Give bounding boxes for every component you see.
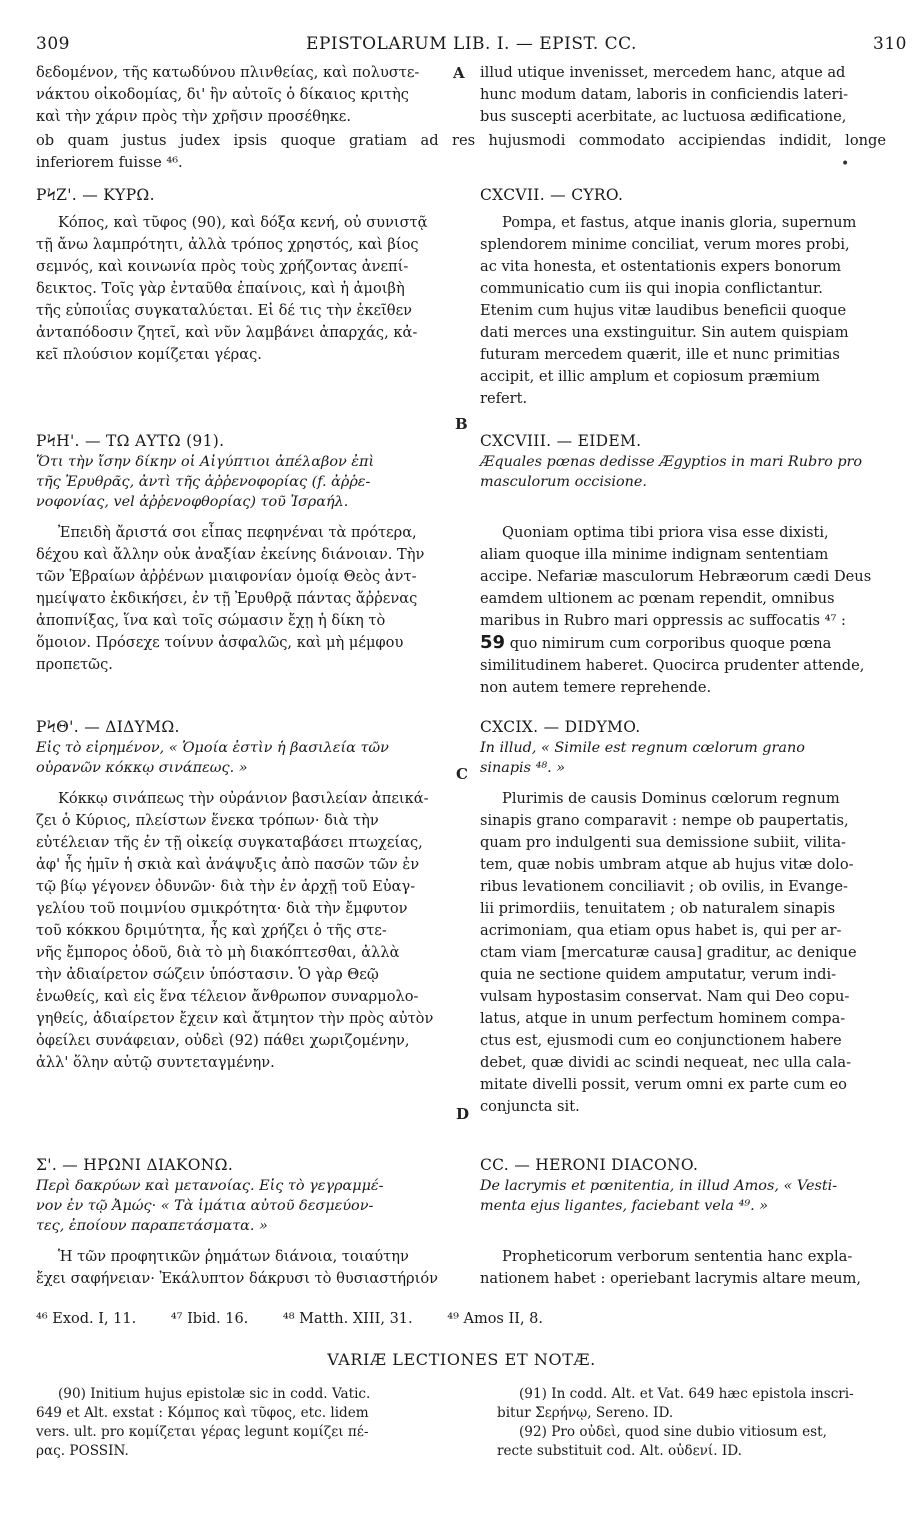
note-line: vers. ult. pro κομίζεται γέρας legunt κομίζει πέ- <box>36 1424 369 1440</box>
column-number: 59 <box>480 632 506 653</box>
latin-line: mitate divelli possit, verum omni ex parte cum eo <box>480 1076 847 1093</box>
greek-line: νῆς ἔμπορος ὁδοῦ, διὰ τὸ μὴ διακόπτεσθαι, ἀλλὰ <box>36 944 400 961</box>
latin-line: vulsam hypostasim conservat. Nam qui Deo copu- <box>480 988 850 1005</box>
note-line: recte substituit cod. Alt. οὐδενί. ID. <box>497 1443 742 1459</box>
latin-line: conjuncta sit. <box>480 1098 580 1115</box>
latin-epistle-199 <box>480 716 885 1118</box>
epistle-subtitle: De lacrymis et pœnitentia, in illud Amos, « Vesti- <box>480 1178 838 1194</box>
latin-line: communicatio cum iis qui inopia conflictantur. <box>480 280 823 297</box>
greek-line: κεῖ πλούσιον κομίζεται γέρας. <box>36 346 262 363</box>
latin-line: aliam quoque illa minime indignam sententiam <box>480 546 829 563</box>
latin-line: ribus levationem conciliavit ; ob ovilis, in Evange- <box>480 878 848 895</box>
greek-line: ἀλλ' ὅλην αὐτῷ συντεταγμένην. <box>36 1054 275 1071</box>
latin-line: maribus in Rubro mari oppressis ac suffocatis ⁴⁷ : <box>480 612 846 629</box>
spanning-line-2: inferiorem fuisse ⁴⁶. <box>36 154 183 171</box>
latin-line: futuram mercedem quærit, ille et nunc primitias <box>480 346 840 363</box>
epistle-subtitle: sinapis ⁴⁸. » <box>480 760 566 776</box>
greek-line: τῆς εὐποιΐας συγκαταλύεται. Εἰ δέ τις τὴν ἐκεῖθεν <box>36 302 413 319</box>
latin-line: quia ne sectione quidem amputatur, verum indi- <box>480 966 837 983</box>
greek-line: ἀνταπόδοσιν ζητεῖ, καὶ νῦν λαμβάνει ἀπαρχάς, κἀ- <box>36 324 418 341</box>
greek-line: ἀφ' ἧς ἡμῖν ἡ σκιὰ καὶ ἀνάψυξις ἀπὸ πασῶν τῶν ἐν <box>36 856 420 873</box>
epistle-title: CC. — HERONI DIACONO. <box>480 1156 699 1174</box>
greek-line: τῇ ἄνω λαμπρότητι, ἀλλὰ τρόπος χρηστός, καὶ βίος <box>36 236 419 253</box>
variae-notes-left <box>36 1385 456 1461</box>
footnote: ⁴⁹ Amos II, 8. <box>447 1311 543 1327</box>
latin-line: Etenim cum hujus vitæ laudibus beneficii quoque <box>480 302 847 319</box>
footnotes <box>36 1311 903 1327</box>
epistle-subtitle: Εἰς τὸ εἰρημένον, « Ὁμοία ἐστὶν ἡ βασιλεία τῶν <box>36 740 389 756</box>
greek-line: δεικτος. Τοῖς γὰρ ἐνταῦθα ἐπαίνοις, καὶ ἡ ἀμοιβὴ <box>36 280 405 297</box>
epistle-subtitle: οὐρανῶν κόκκῳ σινάπεως. » <box>36 760 248 776</box>
epistle-title: CXCVII. — CYRO. <box>480 186 624 204</box>
latin-line: bus suscepti acerbitate, ac luctuosa ædificatione, <box>480 108 847 125</box>
greek-epistle-199 <box>36 716 466 1074</box>
latin-line: dati merces una exstinguitur. Sin autem quispiam <box>480 324 849 341</box>
latin-line: ctus est, ejusmodi cum eo conjunctionem habere <box>480 1032 842 1049</box>
variae-notes-right <box>497 1385 885 1461</box>
latin-epistle-197 <box>480 184 885 410</box>
greek-epistle-198 <box>36 430 466 676</box>
latin-line: Propheticorum verborum sententia hanc expla- <box>502 1248 853 1265</box>
greek-line: σεμνός, καὶ κοινωνία πρὸς τοὺς χρήζοντας ἀνεπί- <box>36 258 409 275</box>
note-line: (90) Initium hujus epistolæ sic in codd. Vatic. <box>58 1386 371 1402</box>
greek-line: Ἡ τῶν προφητικῶν ῥημάτων διάνοια, τοιαύτην <box>58 1248 409 1265</box>
margin-letter-a: A <box>453 64 465 82</box>
greek-line: Κόκκῳ σινάπεως τὴν οὐράνιον βασιλείαν ἀπεικά- <box>58 790 429 807</box>
latin-line: refert. <box>480 390 528 407</box>
note-line: (91) In codd. Alt. et Vat. 649 hæc epistola inscri- <box>519 1386 854 1402</box>
latin-line: splendorem minime conciliat, verum mores probi, <box>480 236 850 253</box>
latin-line: hunc modum datam, laboris in conficiendis lateri- <box>480 86 849 103</box>
greek-line: ἔχει σαφήνειαν· Ἐκάλυπτον δάκρυσι τὸ θυσιαστήριόν <box>36 1270 439 1287</box>
latin-line: sinapis grano comparavit : nempe ob paupertatis, <box>480 812 849 829</box>
epistle-subtitle: Æquales pœnas dedisse Ægyptios in mari Rubro pro <box>480 454 863 470</box>
epistle-subtitle: menta ejus ligantes, faciebant vela ⁴⁹. » <box>480 1198 769 1214</box>
latin-line: latus, atque in unum perfectum hominem compa- <box>480 1010 846 1027</box>
margin-letter-b: B <box>455 415 468 433</box>
running-header <box>36 34 907 56</box>
latin-epistle-200 <box>480 1154 885 1290</box>
latin-line: ctam viam [mercaturæ causa] graditur, ac denique <box>480 944 857 961</box>
note-line: (92) Pro οὐδεὶ, quod sine dubio vitiosum est, <box>519 1424 827 1440</box>
latin-line: lii primordiis, tenuitatem ; ob naturalem sinapis <box>480 900 836 917</box>
epistle-title: ΡϞΘ'. — ΔΙΔΥΜΩ. <box>36 718 180 736</box>
epistle-title: Σ'. — ΗΡΩΝΙ ΔΙΑΚΟΝΩ. <box>36 1156 234 1174</box>
latin-line: nationem habet : operiebant lacrymis altare meum, <box>480 1270 861 1287</box>
latin-line: illud utique invenisset, mercedem hanc, atque ad <box>480 64 846 81</box>
latin-epistle-198 <box>480 430 885 699</box>
greek-line: τῷ βίῳ γέγονεν ὀδυνῶν· διὰ τὴν ἐν ἀρχῇ τοῦ Εὐαγ- <box>36 878 416 895</box>
latin-line: non autem temere reprehende. <box>480 679 712 696</box>
epistle-title: ΡϞΗ'. — ΤΩ ΑΥΤΩ (91). <box>36 432 225 450</box>
running-title: EPISTOLARUM LIB. I. — EPIST. CC. <box>306 34 637 54</box>
variae-title: VARIÆ LECTIONES ET NOTÆ. <box>327 1350 596 1369</box>
epistle-subtitle: Περὶ δακρύων καὶ μετανοίας. Εἰς τὸ γεγραμμέ- <box>36 1178 384 1194</box>
greek-line: ὀφείλει συνάφειαν, οὐδεὶ (92) πάθει χωριζομένην, <box>36 1032 410 1049</box>
latin-line: eamdem ultionem ac pœnam rependit, omnibus <box>480 590 835 607</box>
epistle-subtitle: τῆς Ἐρυθρᾶς, ἀντὶ τῆς ἀῤῥενοφορίας (f. ἀῤῥε- <box>36 474 371 490</box>
epistle-subtitle: νοφονίας, vel ἀῤῥενοφθορίας) τοῦ Ἰσραήλ. <box>36 494 349 510</box>
greek-line: Ἐπειδὴ ἄριστά σοι εἶπας πεφηνέναι τὰ πρότερα, <box>58 524 417 541</box>
note-line: ρας. POSSIN. <box>36 1443 129 1459</box>
greek-line: ἀποπνίξας, ἵνα καὶ τοῖς σώμασιν ἔχῃ ἡ δίκη τὸ <box>36 612 386 629</box>
note-line: 649 et Alt. exstat : Κόμπος καὶ τῦφος, etc. lidem <box>36 1405 369 1421</box>
latin-line-text: quo nimirum cum corporibus quoque pœna <box>509 635 832 652</box>
greek-column <box>36 62 466 128</box>
latin-line <box>480 632 885 655</box>
greek-epistle-197 <box>36 184 466 366</box>
footnote: ⁴⁷ Ibid. 16. <box>170 1311 249 1327</box>
latin-column <box>480 62 885 128</box>
greek-line: νάκτου οἰκοδομίας, δι' ἣν αὐτοῖς ὁ δίκαιος κριτὴς <box>36 86 409 103</box>
greek-line: τὴν ἀδιαίρετον σώζειν ὑπόστασιν. Ὁ γὰρ Θεῷ <box>36 966 379 983</box>
footnote: ⁴⁶ Exod. I, 11. <box>36 1311 137 1327</box>
greek-line: ὅμοιον. Πρόσεχε τοίνυν ἀσφαλῶς, καὶ μὴ μέμφου <box>36 634 404 651</box>
greek-line: καὶ τὴν χάριν πρὸς τὴν χρῆσιν προσέθηκε. <box>36 108 351 125</box>
greek-line: γηθείς, ἀδιαίρετον ἔχειν καὶ ἄτμητον τὴν πρὸς αὐτὸν <box>36 1010 434 1027</box>
greek-line: ημείψατο ἐκδικήσει, ἐν τῇ Ἐρυθρᾷ πάντας ἄῤῥενας <box>36 590 418 607</box>
bullet-mark: • <box>841 156 850 172</box>
spanning-line: ob quam justus judex ipsis quoque gratiam ad res hujusmodi commodato accipiendas indidit, longe <box>36 132 886 149</box>
greek-line: ζει ὁ Κύριος, πλείστων ἕνεκα τρόπων· διὰ τὴν <box>36 812 379 829</box>
greek-line: Κόπος, καὶ τῦφος (90), καὶ δόξα κενή, οὐ συνιστᾷ <box>58 214 428 231</box>
greek-line: τῶν Ἑβραίων ἀῤῥένων μιαιφονίαν ὁμοίᾳ Θεὸς ἀντ- <box>36 568 417 585</box>
epistle-title: ΡϞΖ'. — ΚΥΡΩ. <box>36 186 155 204</box>
latin-line: Pompa, et fastus, atque inanis gloria, supernum <box>502 214 857 231</box>
margin-letter-c: C <box>456 765 468 783</box>
page-number-right: 310 <box>873 34 907 54</box>
epistle-subtitle: Ὅτι τὴν ἴσην δίκην οἱ Αἰγύπτιοι ἀπέλαβον ἐπὶ <box>36 454 375 470</box>
epistle-subtitle: In illud, « Simile est regnum cœlorum grano <box>480 740 805 756</box>
epistle-subtitle: masculorum occisione. <box>480 474 647 490</box>
greek-line: ἑνωθείς, καὶ εἰς ἕνα τέλειον ἄνθρωπον συναρμολο- <box>36 988 419 1005</box>
note-line: bitur Σερήνῳ, Sereno. ID. <box>497 1405 674 1421</box>
latin-line: quam pro indulgenti sua demissione subiit, vilita- <box>480 834 846 851</box>
epistle-title: CXCVIII. — EIDEM. <box>480 432 642 450</box>
epistle-subtitle: νον ἐν τῷ Ἀμώς· « Τὰ ἱμάτια αὐτοῦ δεσμεύον- <box>36 1198 374 1214</box>
latin-line: ac vita honesta, et ostentationis expers bonorum <box>480 258 842 275</box>
latin-line: accipit, et illic amplum et copiosum præmium <box>480 368 820 385</box>
latin-line: Plurimis de causis Dominus cœlorum regnum <box>502 790 840 807</box>
greek-line: δέχου καὶ ἄλλην οὐκ ἀναξίαν ἐκείνης διάνοιαν. Τὴν <box>36 546 425 563</box>
latin-line: Quoniam optima tibi priora visa esse dixisti, <box>502 524 829 541</box>
greek-line: γελίου τοῦ ποιμνίου σμικρότητα· διὰ τὴν ἔμφυτον <box>36 900 408 917</box>
latin-line: debet, quæ dividi ac scindi nequeat, nec ulla cala- <box>480 1054 852 1071</box>
epistle-subtitle: τες, ἐποίουν παραπετάσματα. » <box>36 1218 268 1234</box>
epistle-title: CXCIX. — DIDYMO. <box>480 718 641 736</box>
margin-letter-d: D <box>456 1105 470 1123</box>
greek-line: προπετῶς. <box>36 656 113 673</box>
greek-epistle-200 <box>36 1154 466 1290</box>
footnote: ⁴⁸ Matth. XIII, 31. <box>282 1311 413 1327</box>
latin-line: tem, quæ nobis umbram atque ab hujus vitæ dolo- <box>480 856 854 873</box>
latin-line: accipe. Nefariæ masculorum Hebræorum cædi Deus <box>480 568 872 585</box>
latin-line: acrimoniam, qua etiam opus habet is, qui per ar- <box>480 922 842 939</box>
greek-line: τοῦ κόκκου δριμύτητα, ἧς καὶ χρήζει ὁ τῆς στε- <box>36 922 387 939</box>
greek-line: εὐτέλειαν τῆς ἐν τῇ οἰκείᾳ συγκαταβάσει πτωχείας, <box>36 834 423 851</box>
latin-line: similitudinem haberet. Quocirca prudenter attende, <box>480 657 865 674</box>
greek-line: δεδομένον, τῆς κατωδύνου πλινθείας, καὶ πολυστε- <box>36 64 420 81</box>
page-number-left: 309 <box>36 34 70 54</box>
